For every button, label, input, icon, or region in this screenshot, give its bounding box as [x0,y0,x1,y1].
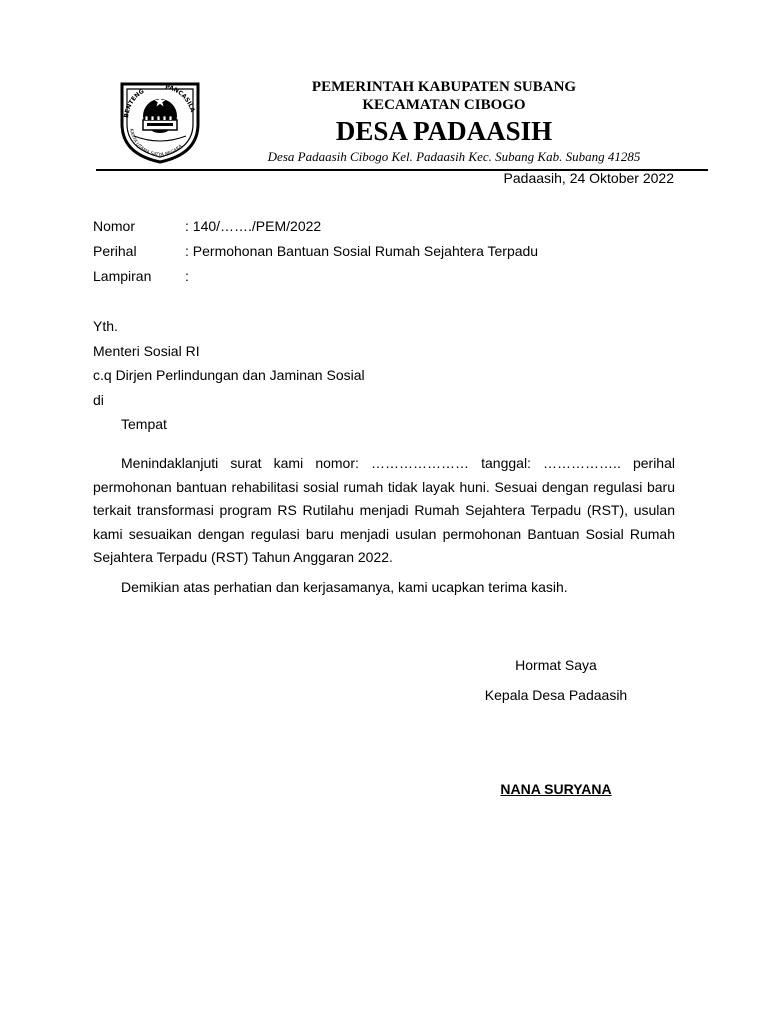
meta-value: : [185,268,189,284]
meta-value: : 140/……./PEM/2022 [185,218,322,234]
recipient-salutation: Yth. [93,318,118,334]
government-name: PEMERINTAH KABUPATEN SUBANG [311,79,577,95]
meta-value: : Permohonan Bantuan Sosial Rumah Sejahtera Terpadu [185,243,539,259]
signature-block [476,656,636,798]
village-emblem-logo [114,74,206,166]
recipient-di: di [93,391,104,408]
recipient-name: Menteri Sosial RI [93,342,200,359]
district-name: KECAMATAN CIBOGO [362,97,526,113]
meta-label: Perihal [93,243,137,259]
svg-text:KARYA UTAMA SATYA NEGARA: KARYA UTAMA SATYA NEGARA [128,128,184,159]
recipient-place: Tempat [121,416,167,432]
letter-metadata [93,217,538,292]
body-paragraph-1: Menindaklanjuti surat kami nomor: ………………… tanggal: …………….. perihal permohonan bantuan rehabilitasi sosial rumah tidak layak huni. Sesuai dengan regulasi baru terkait transformasi program RS Rutilahu menjadi Rumah Sejahtera Terpadu (RST), usulan kami sesuaikan dengan regulasi baru menjadi usulan permohonan Bantuan Sosial Rumah Sejahtera Terpadu (RST) Tahun Anggaran 2022. [93,455,675,565]
meta-row-perihal [93,242,538,267]
signatory-name: NANA SURYANA [500,781,612,797]
signature-position: Kepala Desa Padaasih [484,687,628,703]
meta-label: Nomor [93,218,136,234]
letter-date: Padaasih, 24 Oktober 2022 [503,170,674,186]
svg-text:BENTENG: BENTENG [123,87,146,119]
village-address: Desa Padaasih Cibogo Kel. Padaasih Kec. Subang Kab. Subang 41285 [267,149,641,164]
meta-row-nomor [93,217,538,242]
village-name: DESA PADAASIH [335,116,553,146]
meta-label: Lampiran [93,268,152,284]
letterhead [200,78,688,166]
recipient-cq: c.q Dirjen Perlindungan dan Jaminan Sosial [93,367,365,383]
meta-row-lampiran [93,267,538,292]
body-paragraph-2: Demikian atas perhatian dan kerjasamanya, kami ucapkan terima kasih. [121,578,568,595]
letter-body [93,452,675,599]
recipient-block [93,317,365,440]
signature-closing: Hormat Saya [515,657,597,673]
svg-text:PANCASILA: PANCASILA [164,83,196,114]
